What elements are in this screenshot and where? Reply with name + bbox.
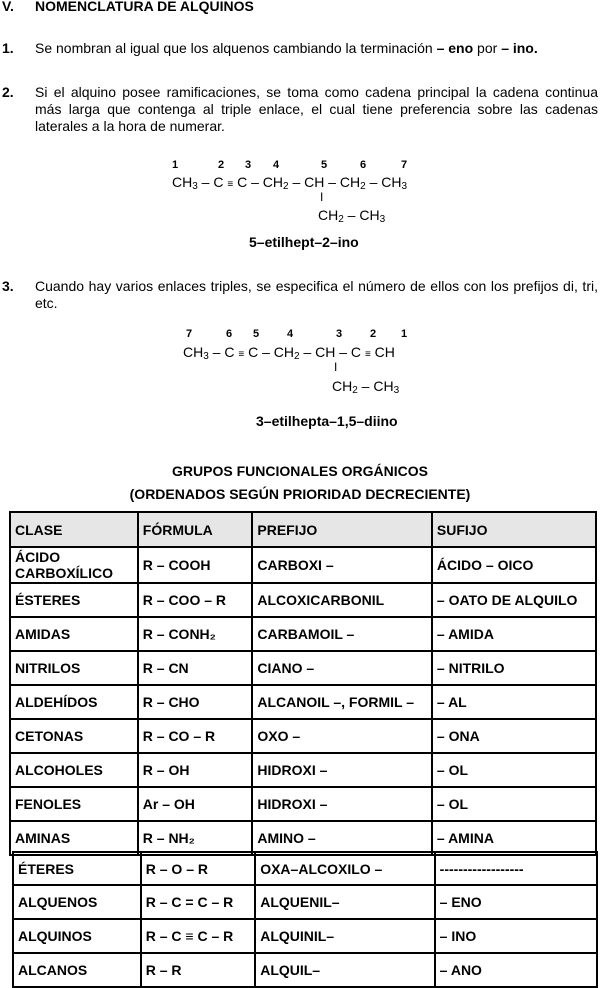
table-row [10,719,596,753]
table-cell: CARBAMOIL – [252,617,432,651]
table-cell: NITRILOS [10,651,138,685]
item-number: 2. [2,84,14,100]
functional-groups-table [9,511,597,856]
table-cell: – AL [432,685,596,719]
compound-name: 3–etilhepta–1,5–diino [256,413,398,429]
table-cell: ALDEHÍDOS [10,685,138,719]
table-cell: ALQUENIL– [255,885,434,919]
table-row [10,787,596,821]
table-row [13,953,597,987]
table-cell: R – CONH₂ [138,617,253,651]
table-row [13,919,597,953]
table-cell: CARBOXI – [252,547,432,583]
item-text: Si el alquino posee ramificaciones, se toma como cadena principal la cadena continua más larga que contenga al triple enlace, el cual tiene preferencia sobre las cadenas laterales a la hora de numerar. [35,84,598,134]
carbon-number: 2 [370,328,377,340]
table-cell: R – R [141,953,255,987]
carbon-number: 4 [273,159,280,171]
table-row [10,685,596,719]
table-row [10,617,596,651]
table-cell: ALQUINIL– [255,919,434,953]
table-cell: ALCOXICARBONIL [252,583,432,617]
table-row [13,852,597,885]
carbon-number: 1 [401,328,408,340]
branch-chain: $CH_2 - CH_3$ [332,378,400,396]
table-cell: AMINO – [252,821,432,855]
item-number: 3. [2,278,14,294]
table-cell: R – CN [138,651,253,685]
table-header-row [10,512,596,547]
table-cell: ÉSTERES [10,583,138,617]
table-cell: R – COOH [138,547,253,583]
table-subtitle: (ORDENADOS SEGÚN PRIORIDAD DECRECIENTE) [129,486,471,502]
section-number: V. [2,0,14,14]
table-cell: HIDROXI – [252,787,432,821]
table-cell: – OL [432,787,596,821]
header-cell: PREFIJO [252,512,432,547]
table-cell: ALCANOS [13,953,141,987]
carbon-number: 6 [226,328,233,340]
table-cell: R – C = C – R [141,885,255,919]
section-title: NOMENCLATURA DE ALQUINOS [35,0,254,14]
table-cell: ÁCIDO CARBOXÍLICO [10,547,138,583]
functional-groups-table-continued [12,851,598,988]
table-cell: – INO [435,919,597,953]
header-cell: SUFIJO [432,512,596,547]
carbon-number: 2 [218,159,225,171]
header-cell: FÓRMULA [138,512,253,547]
table-cell: OXA–ALCOXILO – [255,852,434,885]
carbon-number: 7 [186,328,193,340]
table-cell: ALQUIL– [255,953,434,987]
table-cell: R – NH₂ [138,821,253,855]
table-row [10,753,596,787]
carbon-number: 4 [287,328,294,340]
carbon-number: 3 [245,159,252,171]
table-cell: R – OH [138,753,253,787]
table-cell: – ONA [432,719,596,753]
table-cell: FENOLES [10,787,138,821]
table-cell: – NITRILO [432,651,596,685]
table-cell: OXO – [252,719,432,753]
table-cell: R – O – R [141,852,255,885]
table-cell: R – CHO [138,685,253,719]
item-text: Se nombran al igual que los alquenos cambiando la terminación – eno por – ino. [35,40,538,56]
table-cell: – AMINA [432,821,596,855]
table-cell: – ANO [435,953,597,987]
table-row [10,583,596,617]
table-cell: – AMIDA [432,617,596,651]
table-cell: ALQUINOS [13,919,141,953]
table-cell: R – CO – R [138,719,253,753]
table-row [10,821,596,855]
table-cell: AMIDAS [10,617,138,651]
table-cell: CETONAS [10,719,138,753]
table-row [10,547,596,583]
table-title: GRUPOS FUNCIONALES ORGÁNICOS [172,463,428,479]
table-cell: R – C ≡ C – R [141,919,255,953]
table-cell: AMINAS [10,821,138,855]
branch-chain: $CH_2 - CH_3$ [318,207,386,225]
table-row [10,651,596,685]
main-chain: $CH_3 - C \equiv C - CH_2$ – CH – C ≡ CH [183,344,395,362]
table-cell: ------------------ [435,852,597,885]
carbon-number: 1 [172,159,179,171]
table-row [13,885,597,919]
table-cell: Ar – OH [138,787,253,821]
table-cell: – OATO DE ALQUILO [432,583,596,617]
carbon-number: 5 [321,159,328,171]
table-cell: ÉTERES [13,852,141,885]
table-cell: – OL [432,753,596,787]
table-cell: ALCOHOLES [10,753,138,787]
table-cell: ALQUENOS [13,885,141,919]
carbon-number: 7 [401,159,408,171]
item-number: 1. [2,40,14,56]
main-chain: $CH_3 - C \equiv C - CH_2$ – CH – $CH_2 - CH_3$ [172,174,408,192]
branch-bond: I [320,190,324,204]
header-cell: CLASE [10,512,138,547]
table-cell: – ENO [435,885,597,919]
table-cell: ALCANOIL –, FORMIL – [252,685,432,719]
table-cell: HIDROXI – [252,753,432,787]
table-cell: R – COO – R [138,583,253,617]
table-cell: ÁCIDO – OICO [432,547,596,583]
carbon-number: 3 [336,328,343,340]
table-cell: CIANO – [252,651,432,685]
carbon-number: 5 [253,328,260,340]
carbon-number: 6 [360,159,367,171]
branch-bond: I [334,360,338,374]
compound-name: 5–etilhept–2–ino [249,234,359,250]
item-text: Cuando hay varios enlaces triples, se especifica el número de ellos con los prefijos di, tri, etc. [35,278,598,311]
